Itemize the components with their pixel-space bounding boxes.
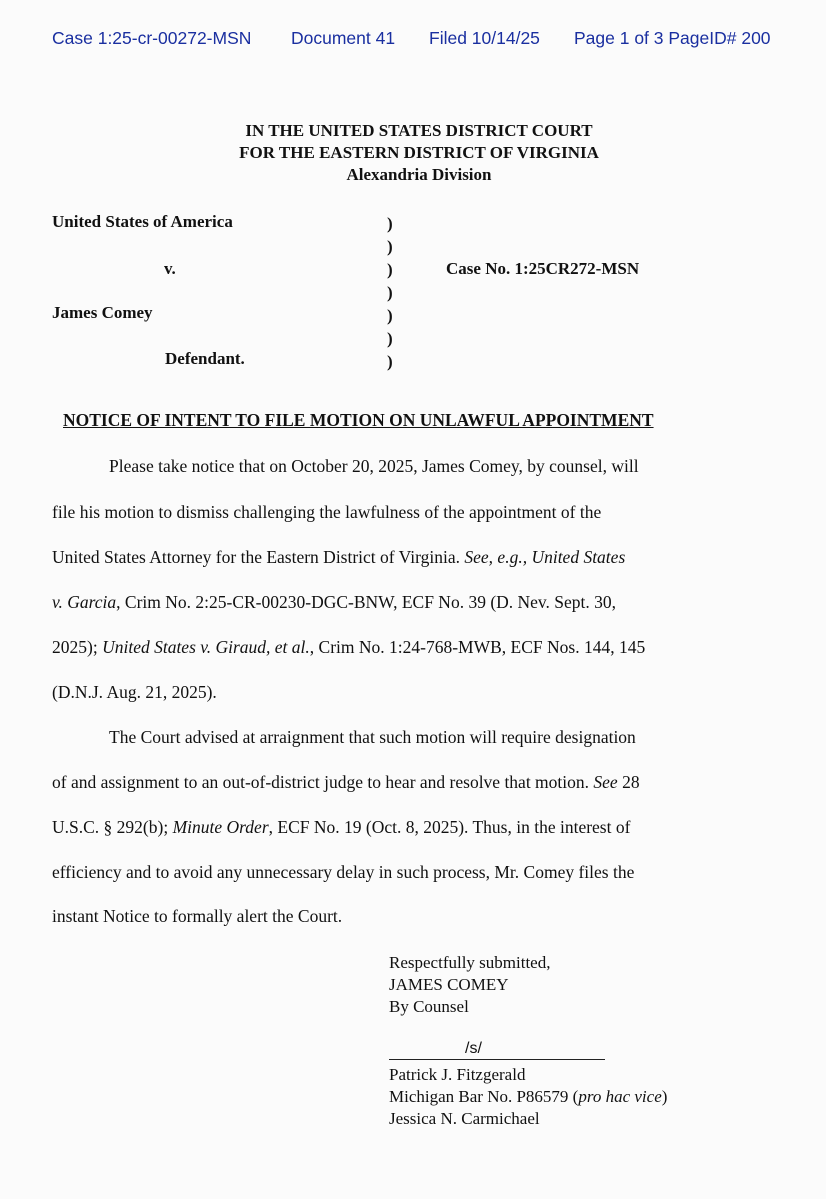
case-number: Case No. 1:25CR272-MSN — [446, 259, 640, 278]
p2-text: 28 — [617, 772, 640, 792]
paren: ) — [387, 237, 393, 256]
p1-line-5 — [52, 637, 645, 658]
ecf-page-info: Page 1 of 3 PageID# 200 — [574, 28, 771, 48]
attorney-block — [389, 1064, 667, 1130]
bar-number — [389, 1086, 667, 1108]
attorney-1: Patrick J. Fitzgerald — [389, 1065, 526, 1084]
paren: ) — [387, 329, 393, 348]
paren: ) — [387, 352, 393, 371]
p1-line-6: (D.N.J. Aug. 21, 2025). — [52, 682, 217, 702]
paren: ) — [387, 260, 393, 279]
p1-citation: v. Garcia — [52, 592, 117, 612]
versus: v. — [164, 259, 176, 278]
bar-text: ) — [661, 1087, 668, 1106]
attorney-2: Jessica N. Carmichael — [389, 1109, 540, 1128]
p2-text: of and assignment to an out-of-district judge to hear and resolve that motion. — [52, 772, 594, 792]
court-heading — [0, 120, 826, 186]
court-line-2: FOR THE EASTERN DISTRICT OF VIRGINIA — [239, 143, 599, 162]
signature-block — [389, 952, 550, 1018]
plaintiff-name: United States of America — [52, 212, 233, 231]
p1-line-1: Please take notice that on October 20, 2025, James Comey, by counsel, will — [109, 456, 639, 476]
paren: ) — [387, 283, 393, 302]
p2-line-5: instant Notice to formally alert the Court. — [52, 906, 343, 926]
p2-line-2 — [52, 772, 640, 793]
paren: ) — [387, 214, 393, 233]
paren: ) — [387, 306, 393, 325]
ecf-case-number: Case 1:25-cr-00272-MSN — [52, 28, 252, 48]
party-name: JAMES COMEY — [389, 975, 509, 994]
document-title: NOTICE OF INTENT TO FILE MOTION ON UNLAWFUL APPOINTMENT — [63, 410, 654, 430]
p1-line-4 — [52, 592, 616, 613]
p2-line-4: efficiency and to avoid any unnecessary delay in such process, Mr. Comey files the — [52, 862, 635, 882]
p2-line-3 — [52, 817, 630, 838]
p1-line-2: file his motion to dismiss challenging the lawfulness of the appointment of the — [52, 502, 602, 522]
p1-citation: United States v. Giraud, et al. — [102, 637, 310, 657]
court-division: Alexandria Division — [346, 165, 492, 184]
p2-text: U.S.C. § 292(b); — [52, 817, 173, 837]
p1-citation: See, e.g., United States — [464, 547, 626, 567]
defendant-label: Defendant. — [165, 349, 245, 368]
p2-line-1: The Court advised at arraignment that such motion will require designation — [109, 727, 636, 747]
electronic-signature: /s/ — [465, 1040, 482, 1057]
p1-line-3 — [52, 547, 625, 568]
p2-text: , ECF No. 19 (Oct. 8, 2025). Thus, in the interest of — [268, 817, 631, 837]
defendant-name: James Comey — [52, 303, 153, 322]
closing: Respectfully submitted, — [389, 953, 551, 972]
p2-citation: See — [593, 772, 618, 792]
p1-text: , Crim No. 2:25-CR-00230-DGC-BNW, ECF No. 39 (D. Nev. Sept. 30, — [116, 592, 617, 612]
p1-text: , Crim No. 1:24-768-MWB, ECF Nos. 144, 145 — [309, 637, 646, 657]
ecf-document-number: Document 41 — [291, 28, 396, 48]
bar-text: Michigan Bar No. P86579 ( — [389, 1087, 579, 1106]
ecf-filed-date: Filed 10/14/25 — [429, 28, 540, 48]
caption-parentheses — [387, 212, 403, 373]
signature-line — [389, 1059, 605, 1060]
p1-text: 2025); — [52, 637, 103, 657]
p1-text: United States Attorney for the Eastern District of Virginia. — [52, 547, 465, 567]
p2-citation: Minute Order — [172, 817, 269, 837]
by-counsel: By Counsel — [389, 997, 469, 1016]
pro-hac-vice: pro hac vice — [578, 1087, 662, 1106]
court-line-1: IN THE UNITED STATES DISTRICT COURT — [245, 121, 593, 140]
